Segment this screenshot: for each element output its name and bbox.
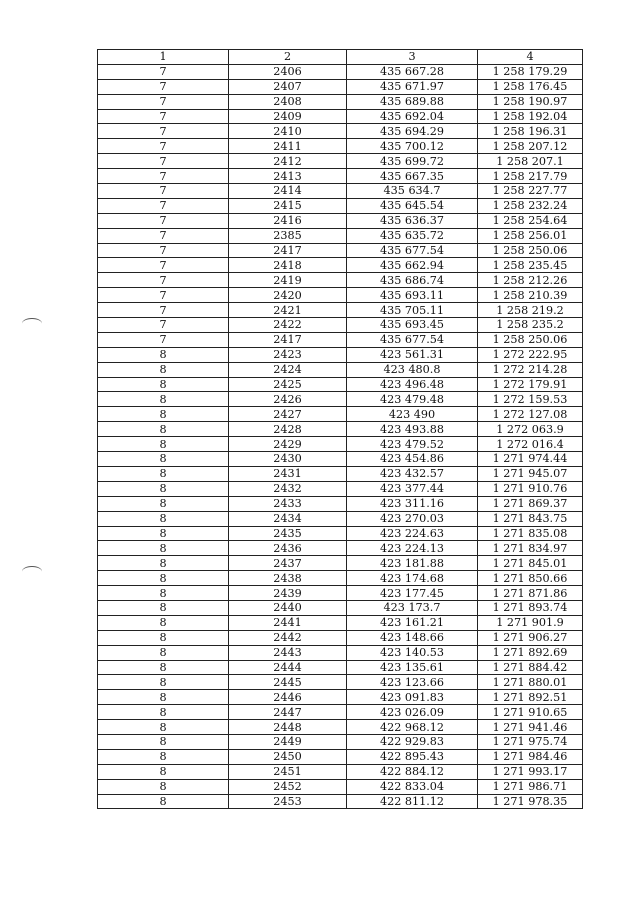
x-coordinate-cell: 435 689.88 [347, 94, 478, 109]
y-coordinate-cell: 1 271 835.08 [478, 526, 583, 541]
point-number-cell: 2449 [229, 734, 347, 749]
table-row [98, 94, 583, 109]
contour-number-cell: 7 [98, 124, 229, 139]
y-coordinate-cell: 1 258 179.29 [478, 64, 583, 79]
contour-number-cell: 7 [98, 273, 229, 288]
contour-number-cell: 7 [98, 154, 229, 169]
table-row [98, 794, 583, 809]
x-coordinate-cell: 422 895.43 [347, 749, 478, 764]
contour-number-cell: 7 [98, 332, 229, 347]
contour-number-cell: 8 [98, 392, 229, 407]
y-coordinate-cell: 1 271 834.97 [478, 541, 583, 556]
contour-number-cell: 8 [98, 660, 229, 675]
x-coordinate-cell: 423 224.13 [347, 541, 478, 556]
contour-number-cell: 8 [98, 481, 229, 496]
table-row [98, 466, 583, 481]
table-row [98, 213, 583, 228]
y-coordinate-cell: 1 271 884.42 [478, 660, 583, 675]
point-number-cell: 2430 [229, 452, 347, 467]
y-coordinate-cell: 1 271 984.46 [478, 749, 583, 764]
column-header: 1 [98, 50, 229, 65]
point-number-cell: 2409 [229, 109, 347, 124]
point-number-cell: 2439 [229, 586, 347, 601]
contour-number-cell: 8 [98, 541, 229, 556]
x-coordinate-cell: 422 833.04 [347, 779, 478, 794]
y-coordinate-cell: 1 271 843.75 [478, 511, 583, 526]
contour-number-cell: 8 [98, 466, 229, 481]
x-coordinate-cell: 423 311.16 [347, 496, 478, 511]
x-coordinate-cell: 435 677.54 [347, 332, 478, 347]
table-row [98, 139, 583, 154]
y-coordinate-cell: 1 271 910.76 [478, 481, 583, 496]
contour-number-cell: 8 [98, 422, 229, 437]
table-row [98, 481, 583, 496]
point-number-cell: 2417 [229, 332, 347, 347]
x-coordinate-cell: 435 662.94 [347, 258, 478, 273]
x-coordinate-cell: 435 693.45 [347, 318, 478, 333]
contour-number-cell: 8 [98, 362, 229, 377]
table-row [98, 571, 583, 586]
contour-number-cell: 7 [98, 318, 229, 333]
contour-number-cell: 8 [98, 705, 229, 720]
point-number-cell: 2436 [229, 541, 347, 556]
table-row [98, 169, 583, 184]
point-number-cell: 2414 [229, 184, 347, 199]
point-number-cell: 2437 [229, 556, 347, 571]
point-number-cell: 2426 [229, 392, 347, 407]
table-row [98, 422, 583, 437]
table-row [98, 734, 583, 749]
table-row [98, 526, 583, 541]
contour-number-cell: 7 [98, 184, 229, 199]
point-number-cell: 2425 [229, 377, 347, 392]
table-row [98, 347, 583, 362]
point-number-cell: 2419 [229, 273, 347, 288]
x-coordinate-cell: 435 686.74 [347, 273, 478, 288]
table-row [98, 660, 583, 675]
point-number-cell: 2420 [229, 288, 347, 303]
x-coordinate-cell: 423 026.09 [347, 705, 478, 720]
x-coordinate-cell: 423 161.21 [347, 615, 478, 630]
y-coordinate-cell: 1 258 207.12 [478, 139, 583, 154]
x-coordinate-cell: 435 667.28 [347, 64, 478, 79]
header-row [98, 50, 583, 65]
contour-number-cell: 7 [98, 258, 229, 273]
table-row [98, 675, 583, 690]
table-row [98, 437, 583, 452]
contour-number-cell: 8 [98, 675, 229, 690]
table-row [98, 64, 583, 79]
y-coordinate-cell: 1 258 235.45 [478, 258, 583, 273]
y-coordinate-cell: 1 272 127.08 [478, 407, 583, 422]
x-coordinate-cell: 423 140.53 [347, 645, 478, 660]
x-coordinate-cell: 422 884.12 [347, 764, 478, 779]
table-row [98, 154, 583, 169]
contour-number-cell: 8 [98, 794, 229, 809]
contour-number-cell: 8 [98, 377, 229, 392]
table-row [98, 541, 583, 556]
point-number-cell: 2448 [229, 720, 347, 735]
table-row [98, 392, 583, 407]
x-coordinate-cell: 423 123.66 [347, 675, 478, 690]
contour-number-cell: 8 [98, 615, 229, 630]
x-coordinate-cell: 423 432.57 [347, 466, 478, 481]
point-number-cell: 2410 [229, 124, 347, 139]
y-coordinate-cell: 1 258 210.39 [478, 288, 583, 303]
y-coordinate-cell: 1 271 975.74 [478, 734, 583, 749]
x-coordinate-cell: 435 705.11 [347, 303, 478, 318]
point-number-cell: 2427 [229, 407, 347, 422]
table-row [98, 720, 583, 735]
table-row [98, 79, 583, 94]
x-coordinate-cell: 422 811.12 [347, 794, 478, 809]
point-number-cell: 2407 [229, 79, 347, 94]
table-row [98, 303, 583, 318]
y-coordinate-cell: 1 271 869.37 [478, 496, 583, 511]
x-coordinate-cell: 422 929.83 [347, 734, 478, 749]
x-coordinate-cell: 423 181.88 [347, 556, 478, 571]
table-row [98, 184, 583, 199]
point-number-cell: 2445 [229, 675, 347, 690]
x-coordinate-cell: 423 480.8 [347, 362, 478, 377]
x-coordinate-cell: 435 692.04 [347, 109, 478, 124]
table-row [98, 109, 583, 124]
y-coordinate-cell: 1 271 986.71 [478, 779, 583, 794]
y-coordinate-cell: 1 258 190.97 [478, 94, 583, 109]
point-number-cell: 2440 [229, 600, 347, 615]
point-number-cell: 2408 [229, 94, 347, 109]
point-number-cell: 2438 [229, 571, 347, 586]
x-coordinate-cell: 435 636.37 [347, 213, 478, 228]
y-coordinate-cell: 1 258 250.06 [478, 243, 583, 258]
y-coordinate-cell: 1 258 217.79 [478, 169, 583, 184]
contour-number-cell: 8 [98, 779, 229, 794]
x-coordinate-cell: 423 479.48 [347, 392, 478, 407]
contour-number-cell: 7 [98, 303, 229, 318]
x-coordinate-cell: 423 496.48 [347, 377, 478, 392]
point-number-cell: 2443 [229, 645, 347, 660]
column-header: 4 [478, 50, 583, 65]
y-coordinate-cell: 1 258 219.2 [478, 303, 583, 318]
y-coordinate-cell: 1 271 941.46 [478, 720, 583, 735]
table-row [98, 690, 583, 705]
y-coordinate-cell: 1 271 845.01 [478, 556, 583, 571]
table-body [98, 64, 583, 809]
y-coordinate-cell: 1 258 207.1 [478, 154, 583, 169]
x-coordinate-cell: 423 224.63 [347, 526, 478, 541]
y-coordinate-cell: 1 271 901.9 [478, 615, 583, 630]
x-coordinate-cell: 423 377.44 [347, 481, 478, 496]
point-number-cell: 2424 [229, 362, 347, 377]
table-row [98, 377, 583, 392]
table-row [98, 407, 583, 422]
contour-number-cell: 8 [98, 496, 229, 511]
y-coordinate-cell: 1 271 945.07 [478, 466, 583, 481]
contour-number-cell: 7 [98, 169, 229, 184]
y-coordinate-cell: 1 272 222.95 [478, 347, 583, 362]
point-number-cell: 2450 [229, 749, 347, 764]
x-coordinate-cell: 435 700.12 [347, 139, 478, 154]
point-number-cell: 2435 [229, 526, 347, 541]
point-number-cell: 2423 [229, 347, 347, 362]
point-number-cell: 2431 [229, 466, 347, 481]
point-number-cell: 2417 [229, 243, 347, 258]
contour-number-cell: 8 [98, 347, 229, 362]
x-coordinate-cell: 435 634.7 [347, 184, 478, 199]
table-row [98, 288, 583, 303]
x-coordinate-cell: 422 968.12 [347, 720, 478, 735]
point-number-cell: 2447 [229, 705, 347, 720]
y-coordinate-cell: 1 271 906.27 [478, 630, 583, 645]
point-number-cell: 2413 [229, 169, 347, 184]
y-coordinate-cell: 1 271 871.86 [478, 586, 583, 601]
contour-number-cell: 8 [98, 571, 229, 586]
y-coordinate-cell: 1 271 993.17 [478, 764, 583, 779]
y-coordinate-cell: 1 258 192.04 [478, 109, 583, 124]
point-number-cell: 2385 [229, 228, 347, 243]
contour-number-cell: 8 [98, 690, 229, 705]
table-row [98, 764, 583, 779]
column-header: 2 [229, 50, 347, 65]
table-row [98, 362, 583, 377]
x-coordinate-cell: 423 148.66 [347, 630, 478, 645]
column-header: 3 [347, 50, 478, 65]
y-coordinate-cell: 1 258 232.24 [478, 198, 583, 213]
x-coordinate-cell: 435 699.72 [347, 154, 478, 169]
contour-number-cell: 7 [98, 139, 229, 154]
y-coordinate-cell: 1 271 892.51 [478, 690, 583, 705]
x-coordinate-cell: 423 091.83 [347, 690, 478, 705]
table-row [98, 615, 583, 630]
x-coordinate-cell: 435 667.35 [347, 169, 478, 184]
table-row [98, 556, 583, 571]
point-number-cell: 2442 [229, 630, 347, 645]
table-row [98, 124, 583, 139]
contour-number-cell: 7 [98, 109, 229, 124]
x-coordinate-cell: 435 694.29 [347, 124, 478, 139]
x-coordinate-cell: 435 635.72 [347, 228, 478, 243]
y-coordinate-cell: 1 271 850.66 [478, 571, 583, 586]
table-row [98, 705, 583, 720]
contour-number-cell: 7 [98, 228, 229, 243]
contour-number-cell: 8 [98, 764, 229, 779]
point-number-cell: 2421 [229, 303, 347, 318]
y-coordinate-cell: 1 258 254.64 [478, 213, 583, 228]
x-coordinate-cell: 435 671.97 [347, 79, 478, 94]
contour-number-cell: 8 [98, 437, 229, 452]
binder-hole-mark [22, 566, 42, 577]
table-row [98, 318, 583, 333]
x-coordinate-cell: 423 177.45 [347, 586, 478, 601]
x-coordinate-cell: 423 490 [347, 407, 478, 422]
y-coordinate-cell: 1 272 016.4 [478, 437, 583, 452]
point-number-cell: 2441 [229, 615, 347, 630]
y-coordinate-cell: 1 272 063.9 [478, 422, 583, 437]
point-number-cell: 2434 [229, 511, 347, 526]
x-coordinate-cell: 423 561.31 [347, 347, 478, 362]
table-row [98, 452, 583, 467]
x-coordinate-cell: 423 493.88 [347, 422, 478, 437]
y-coordinate-cell: 1 258 250.06 [478, 332, 583, 347]
point-number-cell: 2415 [229, 198, 347, 213]
coordinates-table [97, 49, 583, 809]
y-coordinate-cell: 1 258 235.2 [478, 318, 583, 333]
x-coordinate-cell: 435 645.54 [347, 198, 478, 213]
binder-hole-mark [22, 318, 42, 329]
contour-number-cell: 8 [98, 749, 229, 764]
contour-number-cell: 8 [98, 734, 229, 749]
y-coordinate-cell: 1 271 880.01 [478, 675, 583, 690]
y-coordinate-cell: 1 258 196.31 [478, 124, 583, 139]
point-number-cell: 2429 [229, 437, 347, 452]
point-number-cell: 2406 [229, 64, 347, 79]
x-coordinate-cell: 423 454.86 [347, 452, 478, 467]
y-coordinate-cell: 1 272 179.91 [478, 377, 583, 392]
y-coordinate-cell: 1 272 214.28 [478, 362, 583, 377]
table-row [98, 645, 583, 660]
y-coordinate-cell: 1 258 212.26 [478, 273, 583, 288]
table-row [98, 198, 583, 213]
y-coordinate-cell: 1 271 974.44 [478, 452, 583, 467]
contour-number-cell: 8 [98, 600, 229, 615]
y-coordinate-cell: 1 258 256.01 [478, 228, 583, 243]
contour-number-cell: 8 [98, 630, 229, 645]
point-number-cell: 2444 [229, 660, 347, 675]
point-number-cell: 2412 [229, 154, 347, 169]
point-number-cell: 2451 [229, 764, 347, 779]
point-number-cell: 2453 [229, 794, 347, 809]
contour-number-cell: 8 [98, 407, 229, 422]
contour-number-cell: 7 [98, 243, 229, 258]
contour-number-cell: 7 [98, 288, 229, 303]
table-row [98, 749, 583, 764]
y-coordinate-cell: 1 272 159.53 [478, 392, 583, 407]
table-row [98, 630, 583, 645]
y-coordinate-cell: 1 258 227.77 [478, 184, 583, 199]
x-coordinate-cell: 423 270.03 [347, 511, 478, 526]
point-number-cell: 2416 [229, 213, 347, 228]
point-number-cell: 2446 [229, 690, 347, 705]
table-row [98, 273, 583, 288]
point-number-cell: 2418 [229, 258, 347, 273]
contour-number-cell: 7 [98, 79, 229, 94]
point-number-cell: 2428 [229, 422, 347, 437]
contour-number-cell: 8 [98, 556, 229, 571]
contour-number-cell: 7 [98, 198, 229, 213]
table-row [98, 258, 583, 273]
table-row [98, 511, 583, 526]
y-coordinate-cell: 1 271 910.65 [478, 705, 583, 720]
table-row [98, 779, 583, 794]
x-coordinate-cell: 435 693.11 [347, 288, 478, 303]
contour-number-cell: 8 [98, 452, 229, 467]
x-coordinate-cell: 423 479.52 [347, 437, 478, 452]
contour-number-cell: 8 [98, 645, 229, 660]
contour-number-cell: 8 [98, 511, 229, 526]
table-row [98, 332, 583, 347]
table-row [98, 496, 583, 511]
x-coordinate-cell: 423 173.7 [347, 600, 478, 615]
contour-number-cell: 8 [98, 720, 229, 735]
point-number-cell: 2422 [229, 318, 347, 333]
table-row [98, 228, 583, 243]
contour-number-cell: 7 [98, 94, 229, 109]
point-number-cell: 2432 [229, 481, 347, 496]
y-coordinate-cell: 1 271 893.74 [478, 600, 583, 615]
contour-number-cell: 7 [98, 64, 229, 79]
table-row [98, 243, 583, 258]
x-coordinate-cell: 435 677.54 [347, 243, 478, 258]
contour-number-cell: 8 [98, 526, 229, 541]
point-number-cell: 2433 [229, 496, 347, 511]
table-row [98, 586, 583, 601]
point-number-cell: 2411 [229, 139, 347, 154]
contour-number-cell: 8 [98, 586, 229, 601]
contour-number-cell: 7 [98, 213, 229, 228]
y-coordinate-cell: 1 271 892.69 [478, 645, 583, 660]
y-coordinate-cell: 1 258 176.45 [478, 79, 583, 94]
x-coordinate-cell: 423 135.61 [347, 660, 478, 675]
point-number-cell: 2452 [229, 779, 347, 794]
y-coordinate-cell: 1 271 978.35 [478, 794, 583, 809]
table-row [98, 600, 583, 615]
x-coordinate-cell: 423 174.68 [347, 571, 478, 586]
